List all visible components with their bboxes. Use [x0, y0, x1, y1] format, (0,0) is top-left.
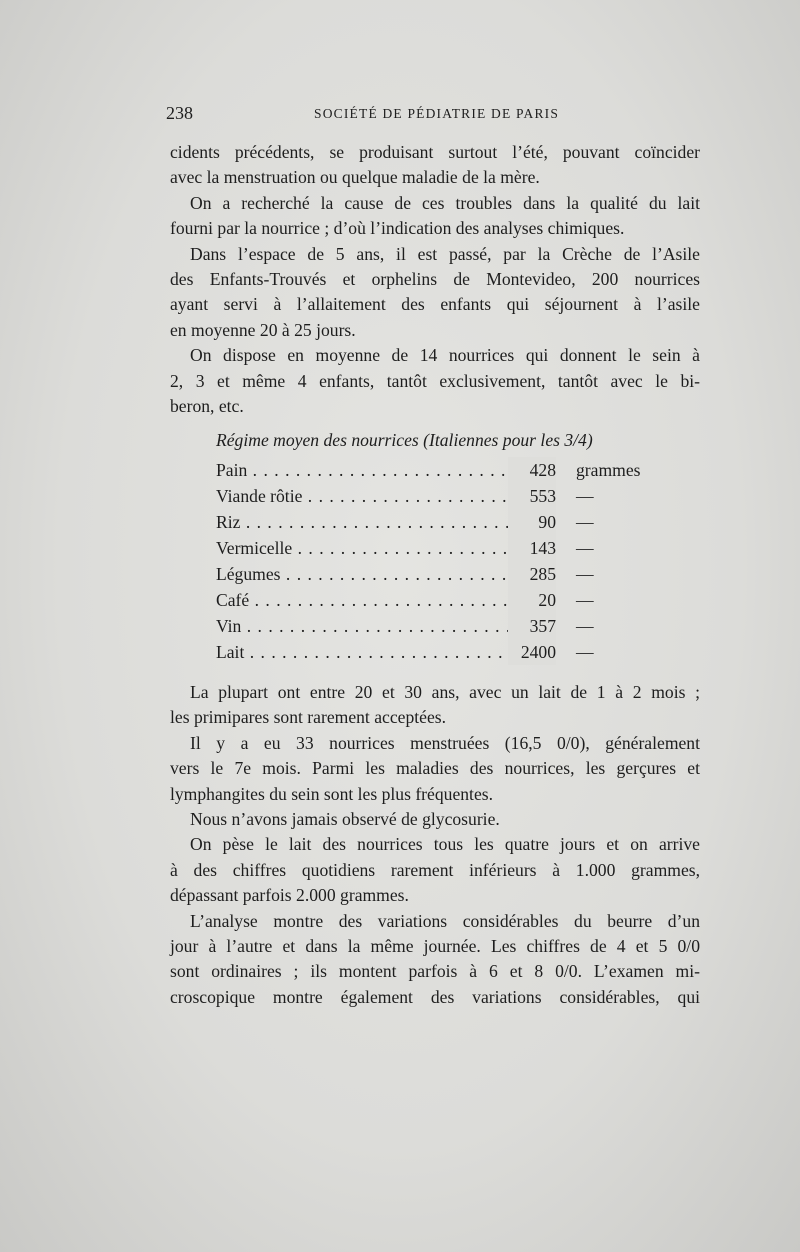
row-value: 20	[538, 590, 556, 610]
row-unit: —	[576, 616, 594, 636]
table-row	[216, 561, 656, 587]
text-line: sont ordinaires ; ils montent parfois à 6 et 8 0/0. L’examen mi-	[170, 961, 700, 982]
row-unit: —	[576, 512, 594, 532]
text-line: lymphangites du sein sont les plus fréquentes.	[170, 783, 493, 804]
text-line: L’analyse montre des variations considérables du beurre d’un	[190, 910, 700, 931]
row-label: Pain . . .	[216, 457, 556, 483]
text-line: en moyenne 20 à 25 jours.	[170, 319, 356, 340]
row-label: Viande rôtie . . .	[216, 483, 556, 509]
diet-table	[216, 457, 656, 665]
row-value: 553	[529, 486, 556, 506]
text-line: à des chiffres quotidiens rarement inférieurs à 1.000 grammes,	[170, 859, 700, 880]
paragraph	[170, 242, 700, 344]
page-number: 238	[166, 103, 193, 123]
text-line: On a recherché la cause de ces troubles dans la qualité du lait	[190, 192, 700, 213]
row-label: Vin . . .	[216, 613, 556, 639]
paragraph	[170, 832, 700, 908]
text-line: La plupart ont entre 20 et 30 ans, avec un lait de 1 à 2 mois ;	[190, 682, 700, 702]
row-label: Lait . . .	[216, 639, 556, 665]
paragraph	[170, 680, 700, 731]
text-line: fourni par la nourrice ; d’où l’indication des analyses chimiques.	[170, 218, 625, 239]
row-unit: —	[576, 486, 594, 506]
running-head: SOCIÉTÉ DE PÉDIATRIE DE PARIS	[314, 106, 560, 121]
text-line: dépassant parfois 2.000 grammes.	[170, 885, 409, 906]
body-text-bottom	[170, 680, 700, 1010]
text-line: beron, etc.	[170, 395, 244, 416]
text-line: Il y a eu 33 nourrices menstruées (16,5 0/0), généralement	[190, 732, 700, 753]
body-text-top	[170, 140, 700, 419]
paragraph	[170, 909, 700, 1011]
text-line: cidents précédents, se produisant surtout l’été, pouvant coïncider	[170, 142, 700, 162]
row-label: Café . . .	[216, 587, 556, 613]
table-title: Régime moyen des nourrices (Italiennes pour les 3/4)	[216, 430, 593, 450]
text-line: les primipares sont rarement acceptées.	[170, 707, 447, 728]
row-label: Riz . . .	[216, 509, 556, 535]
row-unit: —	[576, 642, 594, 662]
row-unit: —	[576, 590, 594, 610]
text-line: 2, 3 et même 4 enfants, tantôt exclusivement, tantôt avec le bi-	[170, 370, 700, 391]
row-value: 2400	[520, 642, 556, 662]
row-unit: grammes	[576, 460, 641, 480]
paragraph	[170, 731, 700, 807]
table-row	[216, 535, 656, 561]
text-line: On dispose en moyenne de 14 nourrices qui donnent le sein à	[190, 345, 700, 366]
text-line: ayant servi à l’allaitement des enfants qui séjournent à l’asile	[170, 294, 700, 315]
row-label: Vermicelle . . .	[216, 535, 556, 561]
paragraph	[170, 191, 700, 242]
text-line: des Enfants-Trouvés et orphelins de Montevideo, 200 nourrices	[170, 268, 700, 289]
table-row	[216, 509, 656, 535]
paragraph	[170, 807, 700, 832]
table-row	[216, 483, 656, 509]
row-unit: —	[576, 538, 594, 558]
row-label: Légumes . . .	[216, 561, 556, 587]
row-value: 143	[529, 538, 556, 558]
text-line: vers le 7e mois. Parmi les maladies des nourrices, les gerçures et	[170, 758, 700, 779]
table-row	[216, 587, 656, 613]
text-line: croscopique montre également des variations considérables, qui	[170, 986, 700, 1007]
table-row	[216, 639, 656, 665]
table-row	[216, 613, 656, 639]
row-value: 428	[529, 460, 556, 480]
text-line: jour à l’autre et dans la même journée. Les chiffres de 4 et 5 0/0	[170, 935, 700, 956]
text-line: Dans l’espace de 5 ans, il est passé, par la Crèche de l’Asile	[190, 243, 700, 264]
text-line: avec la menstruation ou quelque maladie de la mère.	[170, 167, 540, 188]
page-header	[166, 103, 700, 127]
table-row	[216, 457, 656, 483]
row-value: 90	[538, 512, 556, 532]
paragraph	[170, 343, 700, 419]
row-value: 285	[529, 564, 556, 584]
text-line: Nous n’avons jamais observé de glycosurie.	[190, 808, 500, 829]
row-value: 357	[529, 616, 556, 636]
text-line: On pèse le lait des nourrices tous les quatre jours et on arrive	[190, 834, 700, 855]
paragraph	[170, 140, 700, 191]
row-unit: —	[576, 564, 594, 584]
